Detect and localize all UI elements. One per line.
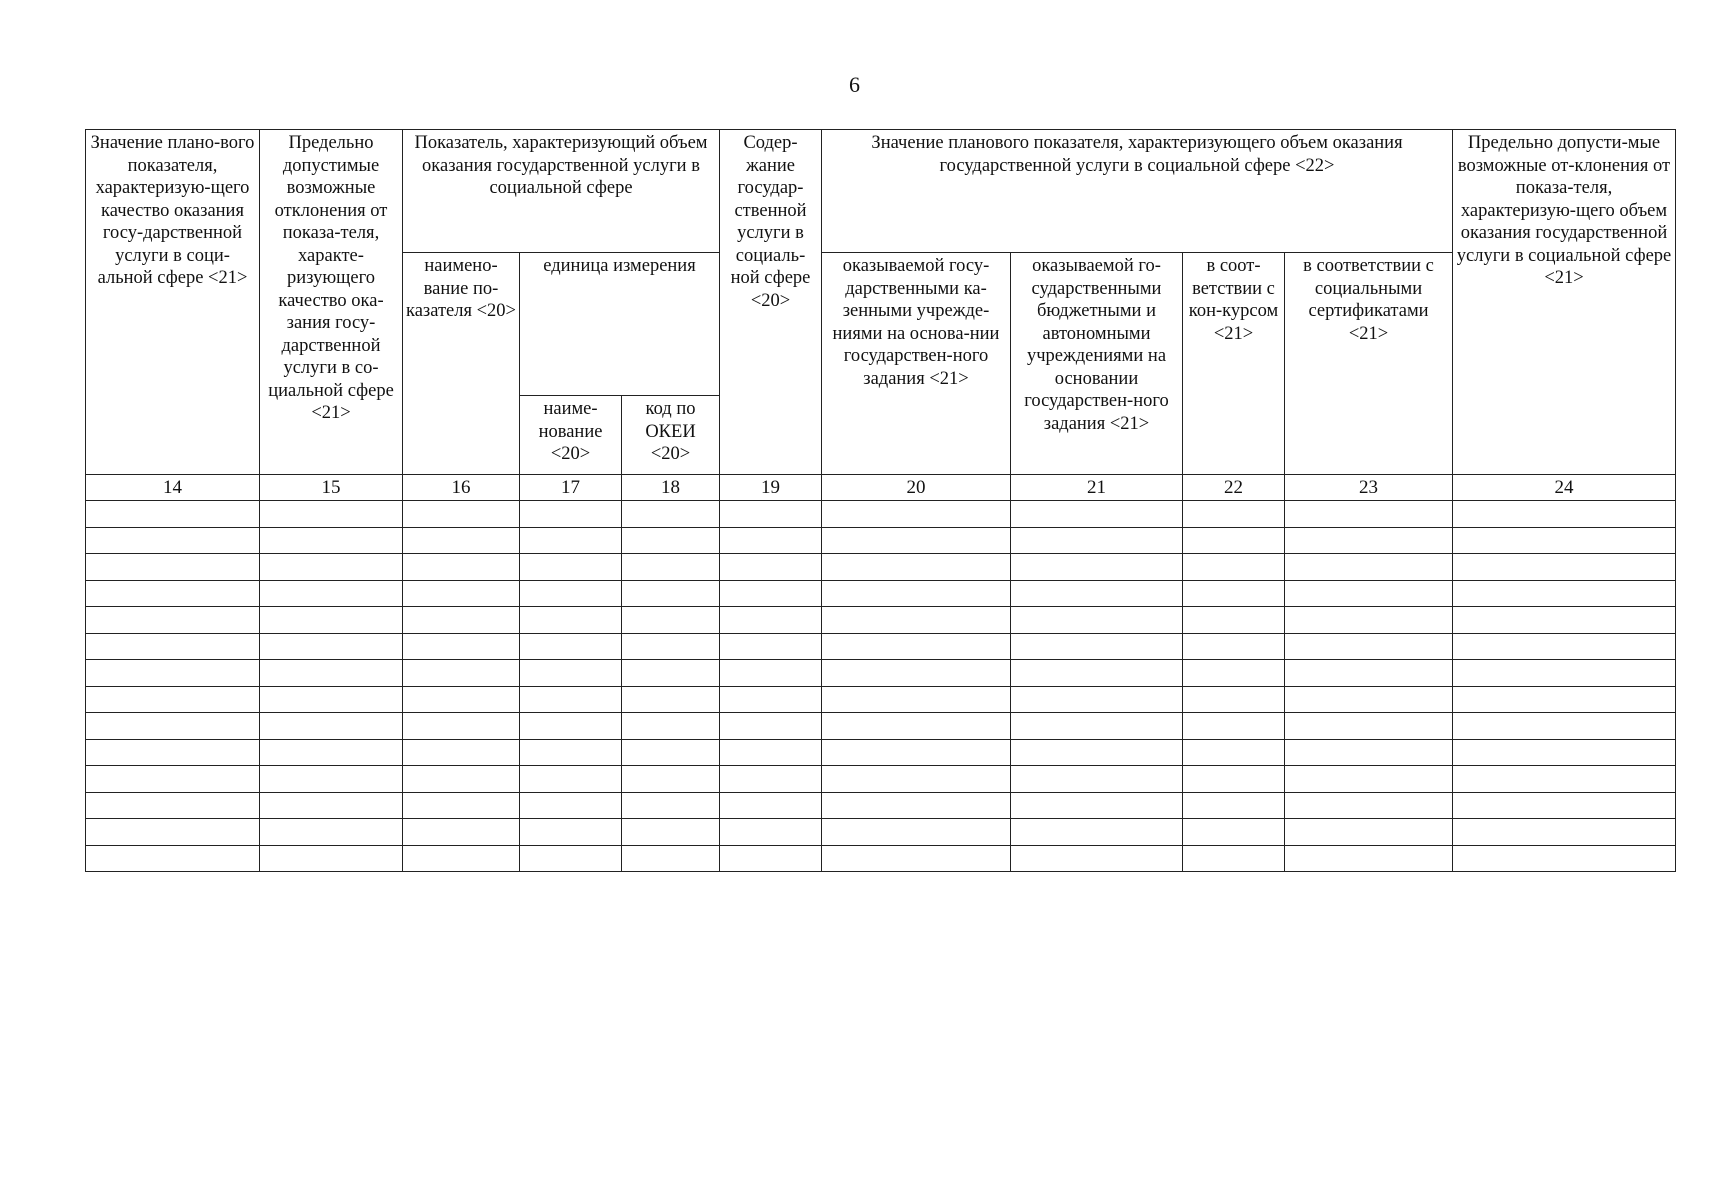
table-cell: [520, 580, 622, 607]
table-cell: [86, 660, 260, 687]
table-cell: [1453, 501, 1676, 528]
table-cell: [1011, 660, 1183, 687]
header-col-19: Содер-жание государ-ственной услуги в социаль-ной сфере <20>: [720, 130, 822, 475]
table-cell: [86, 713, 260, 740]
table-cell: [86, 633, 260, 660]
table-cell: [1453, 713, 1676, 740]
table-cell: [520, 607, 622, 634]
table-cell: [1011, 686, 1183, 713]
table-cell: [1453, 527, 1676, 554]
table-cell: [1183, 819, 1285, 846]
column-number: 24: [1453, 475, 1676, 501]
table-cell: [403, 554, 520, 581]
column-number: 23: [1285, 475, 1453, 501]
table-cell: [1285, 580, 1453, 607]
table-cell: [260, 633, 403, 660]
table-body: [86, 501, 1676, 872]
table-cell: [1453, 660, 1676, 687]
table-cell: [1285, 607, 1453, 634]
table-cell: [622, 713, 720, 740]
table-cell: [86, 580, 260, 607]
header-col-23: в соответствии с социальными сертификатами <21>: [1285, 253, 1453, 475]
table-cell: [1183, 580, 1285, 607]
table-row: [86, 554, 1676, 581]
table-cell: [622, 607, 720, 634]
table-cell: [822, 766, 1011, 793]
table-row: [86, 607, 1676, 634]
table-cell: [622, 766, 720, 793]
table-cell: [720, 607, 822, 634]
table-cell: [822, 845, 1011, 872]
table-cell: [1011, 607, 1183, 634]
table-cell: [403, 633, 520, 660]
table-cell: [822, 792, 1011, 819]
table-cell: [622, 792, 720, 819]
table-cell: [1285, 501, 1453, 528]
table-cell: [520, 739, 622, 766]
table-cell: [720, 792, 822, 819]
table-cell: [260, 607, 403, 634]
table-cell: [86, 819, 260, 846]
table-cell: [403, 660, 520, 687]
table-cell: [1285, 713, 1453, 740]
table-cell: [622, 845, 720, 872]
table-row: [86, 686, 1676, 713]
column-number: 21: [1011, 475, 1183, 501]
header-col-22: в соот-ветствии с кон-курсом <21>: [1183, 253, 1285, 475]
header-group-volume-indicator: Показатель, характеризующий объем оказания государственной услуги в социальной сфере: [403, 130, 720, 253]
column-number: 16: [403, 475, 520, 501]
table-cell: [260, 554, 403, 581]
column-number: 19: [720, 475, 822, 501]
table-cell: [1011, 501, 1183, 528]
table-cell: [403, 580, 520, 607]
table-cell: [1453, 845, 1676, 872]
header-group-unit: единица измерения: [520, 253, 720, 396]
table-cell: [1285, 660, 1453, 687]
table-cell: [1453, 633, 1676, 660]
table-cell: [1453, 580, 1676, 607]
table-cell: [822, 554, 1011, 581]
header-col-24: Предельно допусти-мые возможные от-клонения от показа-теля, характеризую-щего объем оказания государственной услуги в социальной сфере <21>: [1453, 130, 1676, 475]
table-cell: [720, 660, 822, 687]
table-cell: [822, 686, 1011, 713]
table-cell: [520, 819, 622, 846]
table-cell: [622, 580, 720, 607]
table-cell: [520, 660, 622, 687]
table-row: [86, 527, 1676, 554]
table-cell: [720, 554, 822, 581]
table-cell: [403, 766, 520, 793]
table-cell: [403, 527, 520, 554]
table-cell: [1183, 554, 1285, 581]
table-cell: [1453, 792, 1676, 819]
table-cell: [520, 686, 622, 713]
table-cell: [1011, 580, 1183, 607]
table-cell: [822, 660, 1011, 687]
table-cell: [260, 660, 403, 687]
table-cell: [1285, 527, 1453, 554]
table-cell: [720, 713, 822, 740]
table-cell: [520, 501, 622, 528]
table-cell: [822, 633, 1011, 660]
table-cell: [1183, 501, 1285, 528]
table-row: [86, 501, 1676, 528]
table-cell: [260, 819, 403, 846]
header-col-15: Предельно допустимые возможные отклонения от показа-теля, характе-ризующего качество ока-зания госу-дарственной услуги в со-циальной сфере <21>: [260, 130, 403, 475]
column-number-row: [86, 475, 1676, 501]
table-cell: [622, 527, 720, 554]
table-cell: [822, 527, 1011, 554]
column-number: 17: [520, 475, 622, 501]
table-cell: [1011, 527, 1183, 554]
header-col-20: оказываемой госу-дарственными ка-зенными учрежде-ниями на основа-нии государствен-ного задания <21>: [822, 253, 1011, 475]
table-cell: [1285, 554, 1453, 581]
table-cell: [403, 501, 520, 528]
table-cell: [720, 766, 822, 793]
table-cell: [403, 845, 520, 872]
table-cell: [1285, 845, 1453, 872]
table-cell: [1285, 739, 1453, 766]
table-cell: [520, 845, 622, 872]
table-cell: [1453, 819, 1676, 846]
table-cell: [1453, 607, 1676, 634]
table-cell: [1183, 660, 1285, 687]
table-cell: [822, 501, 1011, 528]
table-cell: [403, 739, 520, 766]
table-cell: [822, 607, 1011, 634]
table-cell: [260, 792, 403, 819]
table-cell: [260, 713, 403, 740]
table-row: [86, 766, 1676, 793]
column-number: 18: [622, 475, 720, 501]
table-cell: [1011, 845, 1183, 872]
table-cell: [260, 501, 403, 528]
table-row: [86, 713, 1676, 740]
table-cell: [1453, 766, 1676, 793]
table-cell: [1183, 739, 1285, 766]
table-cell: [1453, 554, 1676, 581]
table-cell: [1285, 633, 1453, 660]
table-cell: [86, 501, 260, 528]
table-cell: [403, 792, 520, 819]
table-cell: [1011, 713, 1183, 740]
table-cell: [403, 819, 520, 846]
table-cell: [1011, 633, 1183, 660]
table-row: [86, 739, 1676, 766]
table-row: [86, 633, 1676, 660]
table-cell: [1011, 554, 1183, 581]
header-col-16: наимено-вание по-казателя <20>: [403, 253, 520, 475]
table-row: [86, 580, 1676, 607]
table-cell: [86, 845, 260, 872]
column-number: 14: [86, 475, 260, 501]
table-cell: [622, 554, 720, 581]
header-col-18: код по ОКЕИ <20>: [622, 396, 720, 475]
table-cell: [1183, 766, 1285, 793]
table-cell: [1183, 633, 1285, 660]
table-row: [86, 660, 1676, 687]
table-cell: [1183, 792, 1285, 819]
table-cell: [720, 739, 822, 766]
table-cell: [1183, 686, 1285, 713]
table-cell: [720, 819, 822, 846]
volume-indicator-table: [85, 129, 1676, 872]
table-cell: [403, 607, 520, 634]
table-cell: [520, 792, 622, 819]
table-cell: [86, 766, 260, 793]
table-cell: [260, 686, 403, 713]
table-cell: [260, 527, 403, 554]
table-cell: [622, 501, 720, 528]
table-cell: [260, 580, 403, 607]
header-group-planned-volume: Значение планового показателя, характеризующего объем оказания государственной услуги в социальной сфере <22>: [822, 130, 1453, 253]
table-cell: [1285, 792, 1453, 819]
table-cell: [1183, 713, 1285, 740]
table-cell: [520, 633, 622, 660]
table-cell: [1285, 686, 1453, 713]
table-cell: [720, 845, 822, 872]
table-cell: [403, 686, 520, 713]
table-cell: [520, 527, 622, 554]
table-row: [86, 792, 1676, 819]
table-cell: [260, 845, 403, 872]
table-cell: [622, 739, 720, 766]
column-number: 20: [822, 475, 1011, 501]
table-cell: [822, 713, 1011, 740]
table-cell: [520, 554, 622, 581]
table-cell: [622, 686, 720, 713]
table-cell: [822, 819, 1011, 846]
table-cell: [1453, 739, 1676, 766]
table-cell: [622, 633, 720, 660]
table-cell: [86, 527, 260, 554]
table-cell: [260, 766, 403, 793]
page-number: 6: [849, 72, 860, 97]
table-cell: [1011, 792, 1183, 819]
table-cell: [520, 713, 622, 740]
table-cell: [1011, 766, 1183, 793]
table-cell: [1183, 607, 1285, 634]
table-cell: [86, 739, 260, 766]
table-row: [86, 819, 1676, 846]
table-cell: [86, 554, 260, 581]
column-number: 15: [260, 475, 403, 501]
column-number: 22: [1183, 475, 1285, 501]
table-cell: [1183, 845, 1285, 872]
table-cell: [1285, 766, 1453, 793]
table-cell: [622, 819, 720, 846]
table-cell: [720, 633, 822, 660]
header-col-21: оказываемой го-сударственными бюджетными и автономными учреждениями на основании государствен-ного задания <21>: [1011, 253, 1183, 475]
table-cell: [1285, 819, 1453, 846]
table-cell: [720, 686, 822, 713]
table-cell: [822, 580, 1011, 607]
header-col-14: Значение плано-вого показателя, характеризую-щего качество оказания госу-дарственной услуги в соци-альной сфере <21>: [86, 130, 260, 475]
table-cell: [720, 580, 822, 607]
table-cell: [622, 660, 720, 687]
table-cell: [720, 501, 822, 528]
table-cell: [1183, 527, 1285, 554]
table-cell: [86, 686, 260, 713]
table-cell: [822, 739, 1011, 766]
table-row: [86, 845, 1676, 872]
table-cell: [403, 713, 520, 740]
table-cell: [86, 792, 260, 819]
table-cell: [1453, 686, 1676, 713]
table-cell: [260, 739, 403, 766]
table-cell: [1011, 819, 1183, 846]
table-cell: [520, 766, 622, 793]
table-cell: [720, 527, 822, 554]
header-col-17: наиме-нование <20>: [520, 396, 622, 475]
table-cell: [86, 607, 260, 634]
table-cell: [1011, 739, 1183, 766]
